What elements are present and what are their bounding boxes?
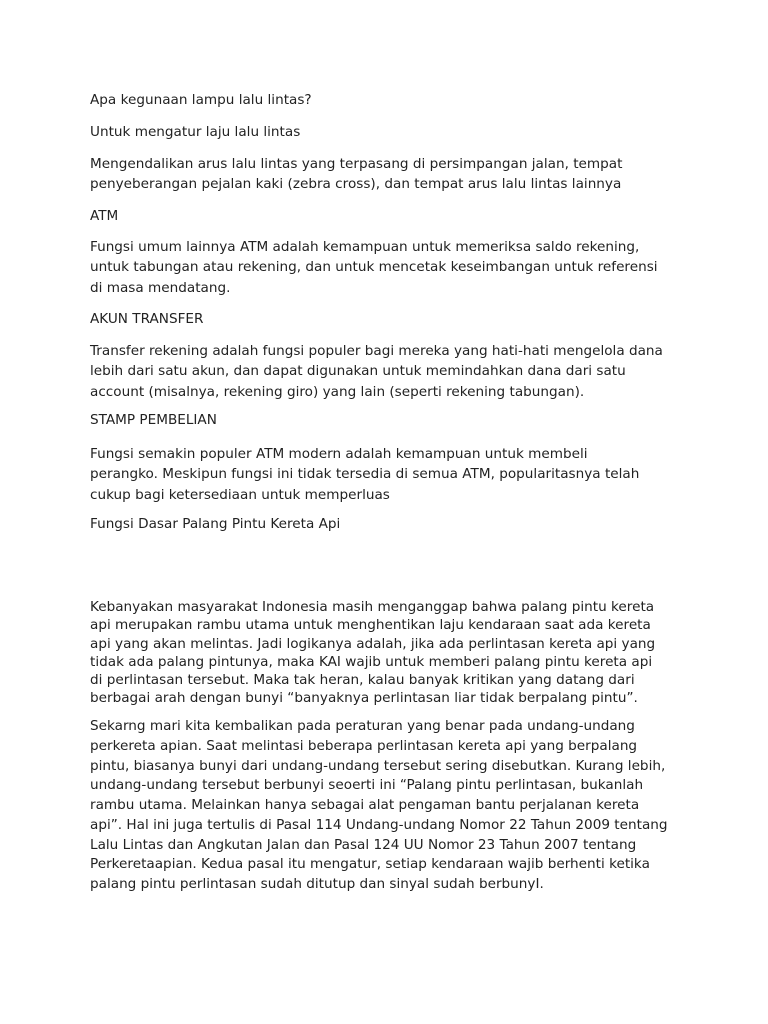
text-line: api merupakan rambu utama untuk menghentikan laju kendaraan saat ada kereta	[90, 617, 651, 634]
paragraph	[90, 717, 668, 895]
paragraph	[90, 341, 663, 402]
text-line: api yang akan melintas. Jadi logikanya adalah, jika ada perlintasan kereta api yang	[90, 635, 656, 652]
text-line: cukup bagi ketersediaan untuk memperluas	[90, 486, 390, 503]
heading-line	[90, 90, 312, 110]
text-line: palang pintu perlintasan sudah ditutup dan sinyal sudah berbunyI.	[90, 876, 544, 892]
text-line: undang-undang tersebut berbunyi seoerti ini “Palang pintu perlintasan, bukanlah	[90, 777, 644, 794]
text-line: penyeberangan pejalan kaki (zebra cross), dan tempat arus lalu lintas lainnya	[90, 176, 622, 193]
heading-line	[90, 309, 203, 329]
text-line: STAMP PEMBELIAN	[90, 412, 217, 428]
text-line: Mengendalikan arus lalu lintas yang terpasang di persimpangan jalan, tempat	[90, 156, 623, 172]
text-line: pintu, biasanya bunyi dari undang-undang tersebut sering disebutkan. Kurang lebih,	[90, 757, 666, 774]
text-line: untuk tabungan atau rekening, dan untuk mencetak keseimbangan untuk referensi	[90, 259, 658, 276]
text-line: account (misalnya, rekening giro) yang lain (seperti rekening tabungan).	[90, 383, 585, 400]
heading-line	[90, 122, 300, 142]
text-line: Perkeretaapian. Kedua pasal itu mengatur, setiap kendaraan wajib berhenti ketika	[90, 856, 650, 873]
paragraph	[90, 237, 658, 298]
text-line: Sekarng mari kita kembalikan pada peraturan yang benar pada undang-undang	[90, 718, 635, 734]
text-line: Lalu Lintas dan Angkutan Jalan dan Pasal 124 UU Nomor 23 Tahun 2007 tentang	[90, 836, 637, 853]
heading-line	[90, 410, 217, 430]
text-line: tidak ada palang pintunya, maka KAI wajib untuk memberi palang pintu kereta api	[90, 653, 653, 670]
text-line: Fungsi umum lainnya ATM adalah kemampuan untuk memeriksa saldo rekening,	[90, 239, 640, 255]
heading-line	[90, 514, 340, 534]
text-line: perkereta apian. Saat melintasi beberapa perlintasan kereta api yang berpalang	[90, 737, 638, 754]
text-line: ATM	[90, 208, 119, 224]
text-line: AKUN TRANSFER	[90, 311, 204, 327]
text-line: di masa mendatang.	[90, 279, 231, 296]
text-line: perangko. Meskipun fungsi ini tidak tersedia di semua ATM, popularitasnya telah	[90, 466, 640, 483]
text-line: api”. Hal ini juga tertulis di Pasal 114 Undang-undang Nomor 22 Tahun 2009 tentang	[90, 816, 668, 833]
paragraph	[90, 444, 639, 505]
text-line: Fungsi semakin populer ATM modern adalah kemampuan untuk membeli	[90, 446, 588, 462]
text-line: lebih dari satu akun, dan dapat digunakan untuk memindahkan dana dari satu	[90, 363, 626, 380]
text-line: Apa kegunaan lampu lalu lintas?	[90, 92, 312, 108]
text-line: di perlintasan tersebut. Maka tak heran, kalau banyak kritikan yang datang dari	[90, 672, 635, 689]
text-line: berbagai arah dengan bunyi “banyaknya perlintasan liar tidak berpalang pintu”.	[90, 690, 638, 707]
text-line: rambu utama. Melainkan hanya sebagai alat pengaman bantu perjalanan kereta	[90, 797, 640, 813]
paragraph	[90, 598, 655, 708]
paragraph	[90, 154, 622, 195]
heading-line	[90, 206, 118, 226]
text-line: Untuk mengatur laju lalu lintas	[90, 124, 301, 140]
text-line: Fungsi Dasar Palang Pintu Kereta Api	[90, 516, 341, 532]
text-line: Kebanyakan masyarakat Indonesia masih menganggap bahwa palang pintu kereta	[90, 599, 655, 615]
text-line: Transfer rekening adalah fungsi populer bagi mereka yang hati-hati mengelola dana	[90, 343, 663, 359]
